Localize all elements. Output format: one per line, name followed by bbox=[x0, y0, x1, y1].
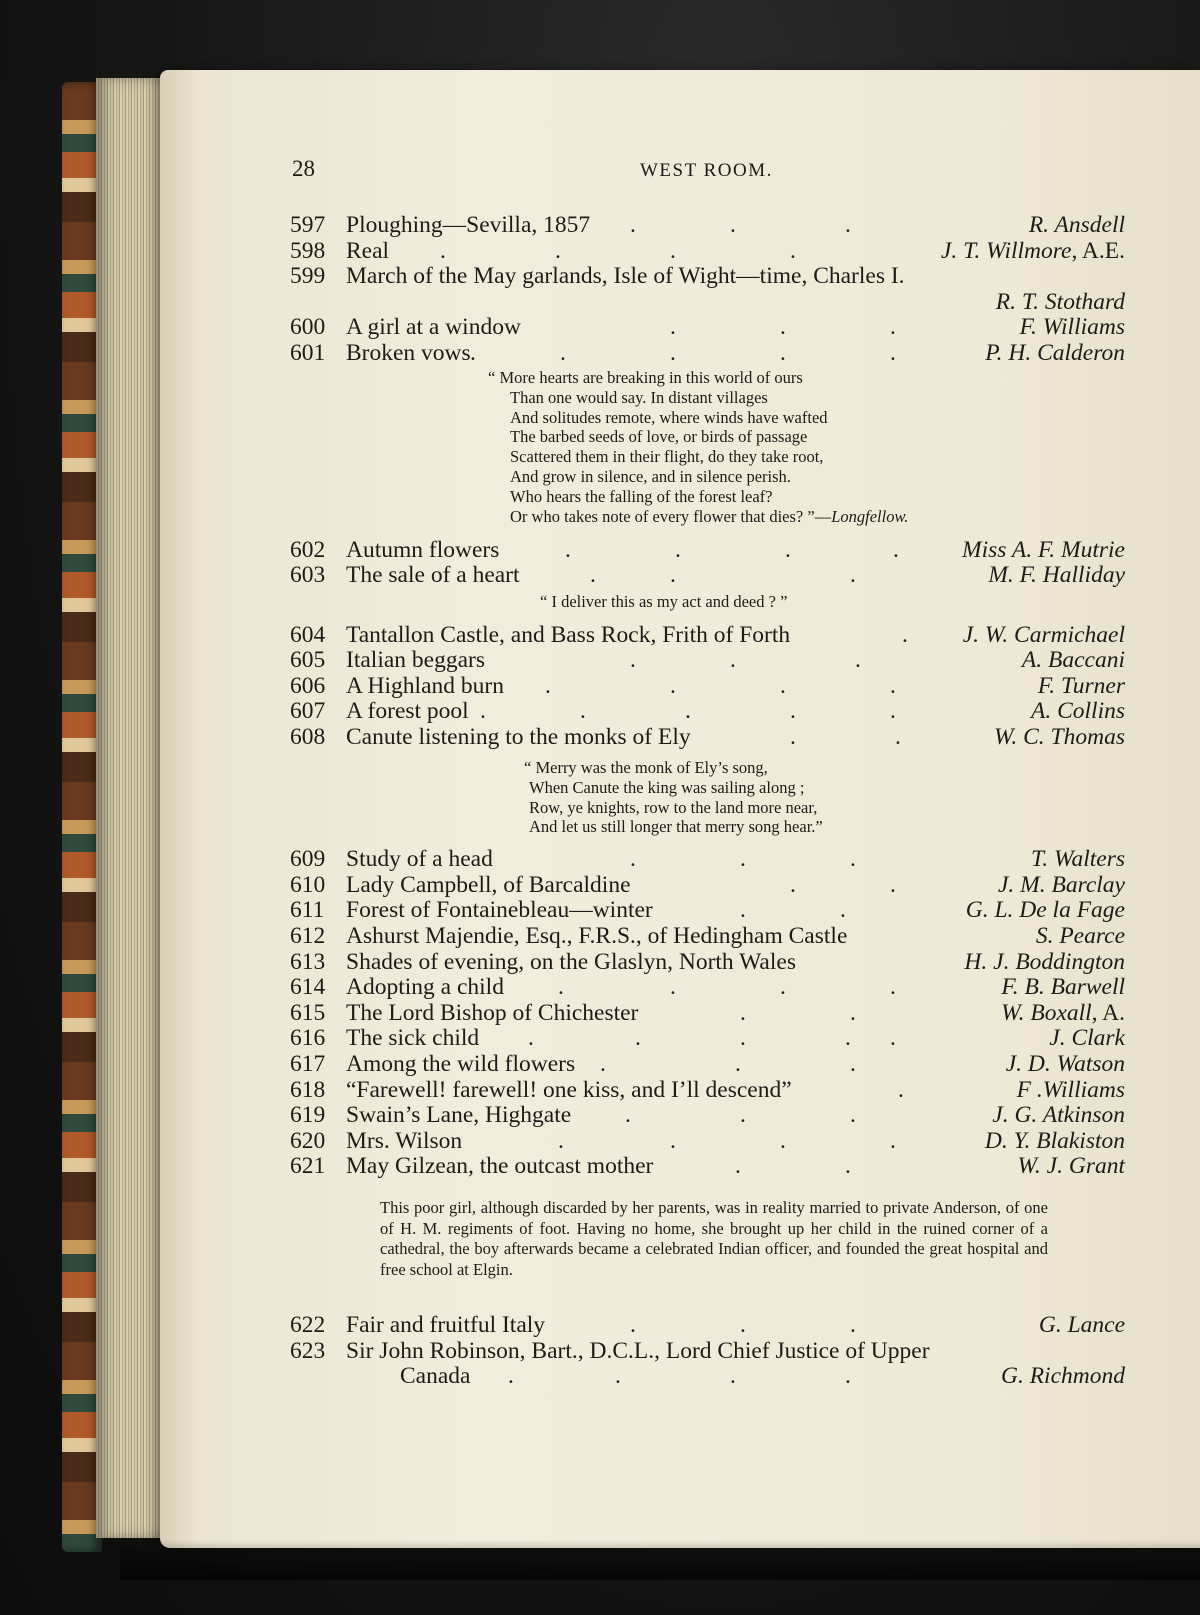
catalogue-entry bbox=[290, 262, 1125, 290]
catalogue-entry: 601 Broken vows . . . . . P. H. Calderon bbox=[290, 340, 1125, 366]
entry-artist: G. Richmond bbox=[1000, 1363, 1125, 1389]
entry-number: 601 bbox=[290, 340, 326, 366]
catalogue-entry: 614 Adopting a child . . . . F. B. Barwell bbox=[290, 974, 1125, 1000]
entry-artist: R. Ansdell bbox=[1028, 212, 1125, 238]
catalogue-entry: 611 Forest of Fontainebleau—winter . . G. L. De la Fage bbox=[290, 897, 1125, 923]
entry-number: 614 bbox=[290, 974, 326, 1000]
catalogue-entry: 605 Italian beggars . . . A. Baccani bbox=[290, 647, 1125, 673]
entry-number: 607 bbox=[290, 698, 326, 724]
entry-number: 612 bbox=[290, 923, 326, 949]
entry-title: Broken vows bbox=[346, 340, 471, 366]
entry-number: 613 bbox=[290, 949, 326, 975]
entry-artist: J. Clark bbox=[1049, 1025, 1125, 1051]
entry-artist: J. G. Atkinson bbox=[992, 1102, 1125, 1128]
quote-608 bbox=[524, 758, 823, 837]
entry-title: Study of a head bbox=[346, 846, 493, 872]
entry-number: 600 bbox=[290, 314, 326, 340]
catalogue-entry: 618 “Farewell! farewell! one kiss, and I’ll descend” . F .Williams bbox=[290, 1077, 1125, 1103]
catalogue-entry: 608 Canute listening to the monks of Ely . . W. C. Thomas bbox=[290, 724, 1125, 750]
entry-title: Canute listening to the monks of Ely bbox=[346, 724, 691, 750]
catalogue-entry: 607 A forest pool . . . . . A. Collins bbox=[290, 698, 1125, 724]
entry-title: Lady Campbell, of Barcaldine bbox=[346, 872, 631, 898]
entry-title: A girl at a window bbox=[346, 314, 521, 340]
note-621: This poor girl, although discarded by her parents, was in reality married to private Anderson, of one of H. M. regiments of foot. Having no home, she brought up her child in the ruined corner of a cathedral, the boy afterwards became a celebrated Indian officer, and founded the great hospital and free school at Elgin. bbox=[380, 1198, 1048, 1279]
catalogue-entry: 603 The sale of a heart . . . M. F. Halliday bbox=[290, 562, 1125, 588]
bottom-shadow bbox=[120, 1540, 1200, 1580]
entry-title: Among the wild flowers bbox=[346, 1051, 576, 1077]
catalogue-entry: 602 Autumn flowers . . . . Miss A. F. Mutrie bbox=[290, 537, 1125, 563]
entry-number: 620 bbox=[290, 1128, 326, 1154]
entry-number: 622 bbox=[290, 1312, 326, 1338]
quote-line: And grow in silence, and in silence perish. bbox=[510, 466, 791, 486]
page-edges bbox=[96, 78, 168, 1538]
entry-artist: G. Lance bbox=[1038, 1312, 1125, 1338]
entry-artist: F. B. Barwell bbox=[1001, 974, 1125, 1000]
catalogue-entry: 615 The Lord Bishop of Chichester . . W. Boxall, A. bbox=[290, 1000, 1125, 1026]
entry-artist: W. J. Grant bbox=[1017, 1153, 1125, 1179]
catalogue-entry bbox=[290, 922, 1125, 950]
quote-line: “ Merry was the monk of Ely’s song, bbox=[524, 758, 768, 777]
quote-citation: Longfellow. bbox=[831, 506, 909, 526]
entry-number: 605 bbox=[290, 647, 326, 673]
catalogue-entry: 620 Mrs. Wilson . . . . D. Y. Blakiston bbox=[290, 1128, 1125, 1154]
entry-title: Ashurst Majendie, Esq., F.R.S., of Hedingham Castle bbox=[346, 923, 848, 949]
entry-number: 619 bbox=[290, 1102, 326, 1128]
quote-line: And solitudes remote, where winds have wafted bbox=[510, 407, 828, 427]
entry-artist: F .Williams bbox=[1016, 1077, 1125, 1103]
entry-artist: A. Baccani bbox=[1021, 647, 1125, 673]
quote-line: Scattered them in their flight, do they take root, bbox=[510, 447, 824, 467]
entry-artist: J. D. Watson bbox=[1005, 1051, 1125, 1077]
quote-line: Or who takes note of every flower that dies? ”—Longfellow. bbox=[510, 506, 909, 526]
entry-title: Autumn flowers bbox=[346, 537, 500, 563]
entry-title: Sir John Robinson, Bart., D.C.L., Lord Chief Justice of Upper bbox=[346, 1338, 930, 1364]
entry-number: 621 bbox=[290, 1153, 326, 1179]
entry-number: 598 bbox=[290, 238, 326, 264]
quote-603: “ I deliver this as my act and deed ? ” bbox=[540, 592, 788, 611]
catalogue-entry: 606 A Highland burn . . . . F. Turner bbox=[290, 673, 1125, 699]
entry-title: Shades of evening, on the Glaslyn, North Wales bbox=[346, 949, 796, 975]
catalogue-entry: 609 Study of a head . . . T. Walters bbox=[290, 846, 1125, 872]
catalogue-entry: 604 Tantallon Castle, and Bass Rock, Frith of Forth . J. W. Carmichael bbox=[290, 622, 1125, 648]
catalogue-entry: 597 Ploughing—Sevilla, 1857 . . . R. Ansdell bbox=[290, 212, 1125, 238]
entry-artist: H. J. Boddington bbox=[964, 949, 1125, 975]
entry-number: 606 bbox=[290, 673, 326, 699]
entry-artist: P. H. Calderon bbox=[985, 340, 1125, 366]
entry-title: “Farewell! farewell! one kiss, and I’ll descend” bbox=[346, 1077, 792, 1103]
entry-title: Italian beggars bbox=[346, 647, 485, 673]
catalogue-entry: 619 Swain’s Lane, Highgate . . . J. G. Atkinson bbox=[290, 1102, 1125, 1128]
entry-number: 604 bbox=[290, 622, 326, 648]
entry-artist: R. T. Stothard bbox=[995, 289, 1125, 315]
catalogue-entry: 617 Among the wild flowers . . . J. D. Watson bbox=[290, 1051, 1125, 1077]
catalogue-entry bbox=[290, 948, 1125, 976]
entry-number: 602 bbox=[290, 537, 326, 563]
catalogue-entry: 622 Fair and fruitful Italy . . . G. Lance bbox=[290, 1312, 1125, 1338]
entry-artist: F. Turner bbox=[1037, 673, 1125, 699]
entry-number: 609 bbox=[290, 846, 326, 872]
entry-artist: J. M. Barclay bbox=[997, 872, 1125, 898]
catalogue-entry bbox=[290, 1337, 1125, 1365]
entry-title: Canada bbox=[400, 1363, 471, 1389]
entry-title: Real bbox=[346, 238, 390, 264]
entry-artist: G. L. De la Fage bbox=[965, 897, 1125, 923]
entry-artist: S. Pearce bbox=[1035, 923, 1125, 949]
entry-title: March of the May garlands, Isle of Wight—time, Charles I. bbox=[346, 263, 905, 289]
catalogue-entry: 598 Real . . . . J. T. Willmore, A.E. bbox=[290, 238, 1125, 264]
quote-line: Who hears the falling of the forest leaf? bbox=[510, 486, 773, 506]
quote-line: Row, ye knights, row to the land more near, bbox=[529, 797, 818, 817]
page-number: 28 bbox=[292, 156, 315, 181]
entry-title: The sale of a heart bbox=[346, 562, 520, 588]
entry-title: Swain’s Lane, Highgate bbox=[346, 1102, 572, 1128]
entry-number: 610 bbox=[290, 872, 326, 898]
entry-title: A forest pool bbox=[346, 698, 469, 724]
catalogue-entry-continuation bbox=[290, 288, 1125, 316]
entry-title: The Lord Bishop of Chichester bbox=[346, 1000, 639, 1026]
catalogue-entry: 616 The sick child . . . . . J. Clark bbox=[290, 1025, 1125, 1051]
entry-number: 611 bbox=[290, 897, 325, 923]
entry-artist: J. T. Willmore, A.E. bbox=[940, 238, 1125, 264]
quote-line: “ More hearts are breaking in this world of ours bbox=[488, 368, 803, 387]
quote-line: When Canute the king was sailing along ; bbox=[529, 777, 805, 797]
entry-number: 608 bbox=[290, 724, 326, 750]
entry-artist: W. C. Thomas bbox=[993, 724, 1125, 750]
entry-number: 599 bbox=[290, 263, 326, 289]
entry-artist: A. Collins bbox=[1030, 698, 1125, 724]
entry-title: Mrs. Wilson bbox=[346, 1128, 463, 1154]
catalogue-entry: 600 A girl at a window . . . F. Williams bbox=[290, 314, 1125, 340]
entry-title: A Highland burn bbox=[346, 673, 504, 699]
entry-artist: Miss A. F. Mutrie bbox=[962, 537, 1125, 563]
entry-number: 617 bbox=[290, 1051, 326, 1077]
entry-artist: F. Williams bbox=[1019, 314, 1125, 340]
entry-title: Tantallon Castle, and Bass Rock, Frith of Forth bbox=[346, 622, 791, 648]
entry-number: 597 bbox=[290, 212, 326, 238]
entry-artist: D. Y. Blakiston bbox=[984, 1128, 1125, 1154]
catalogue-entry: 621 May Gilzean, the outcast mother . . W. J. Grant bbox=[290, 1153, 1125, 1179]
quote-line: Than one would say. In distant villages bbox=[510, 387, 768, 407]
quote-601 bbox=[488, 368, 908, 526]
catalogue-entry-continuation: Canada . . . . G. Richmond bbox=[400, 1363, 1125, 1389]
entry-number: 616 bbox=[290, 1025, 326, 1051]
quote-line: And let us still longer that merry song hear.” bbox=[529, 817, 823, 837]
entry-number: 618 bbox=[290, 1077, 326, 1103]
entry-artist: T. Walters bbox=[1030, 846, 1125, 872]
entry-number: 615 bbox=[290, 1000, 326, 1026]
entry-artist: M. F. Halliday bbox=[988, 562, 1125, 588]
entry-number: 623 bbox=[290, 1338, 326, 1364]
entry-number: 603 bbox=[290, 562, 326, 588]
entry-title: May Gilzean, the outcast mother bbox=[346, 1153, 654, 1179]
entry-title: Forest of Fontainebleau—winter bbox=[346, 897, 653, 923]
entry-title: Adopting a child bbox=[346, 974, 504, 1000]
entry-artist: W. Boxall, A. bbox=[1001, 1000, 1125, 1026]
entry-title: Fair and fruitful Italy bbox=[346, 1312, 546, 1338]
entry-artist: J. W. Carmichael bbox=[962, 622, 1125, 648]
entry-title: The sick child bbox=[346, 1025, 480, 1051]
catalogue-entry: 610 Lady Campbell, of Barcaldine . . J. M. Barclay bbox=[290, 872, 1125, 898]
running-head: WEST ROOM. bbox=[640, 160, 773, 181]
quote-line: The barbed seeds of love, or birds of passage bbox=[510, 427, 808, 447]
entry-title: Ploughing—Sevilla, 1857 bbox=[346, 212, 591, 238]
